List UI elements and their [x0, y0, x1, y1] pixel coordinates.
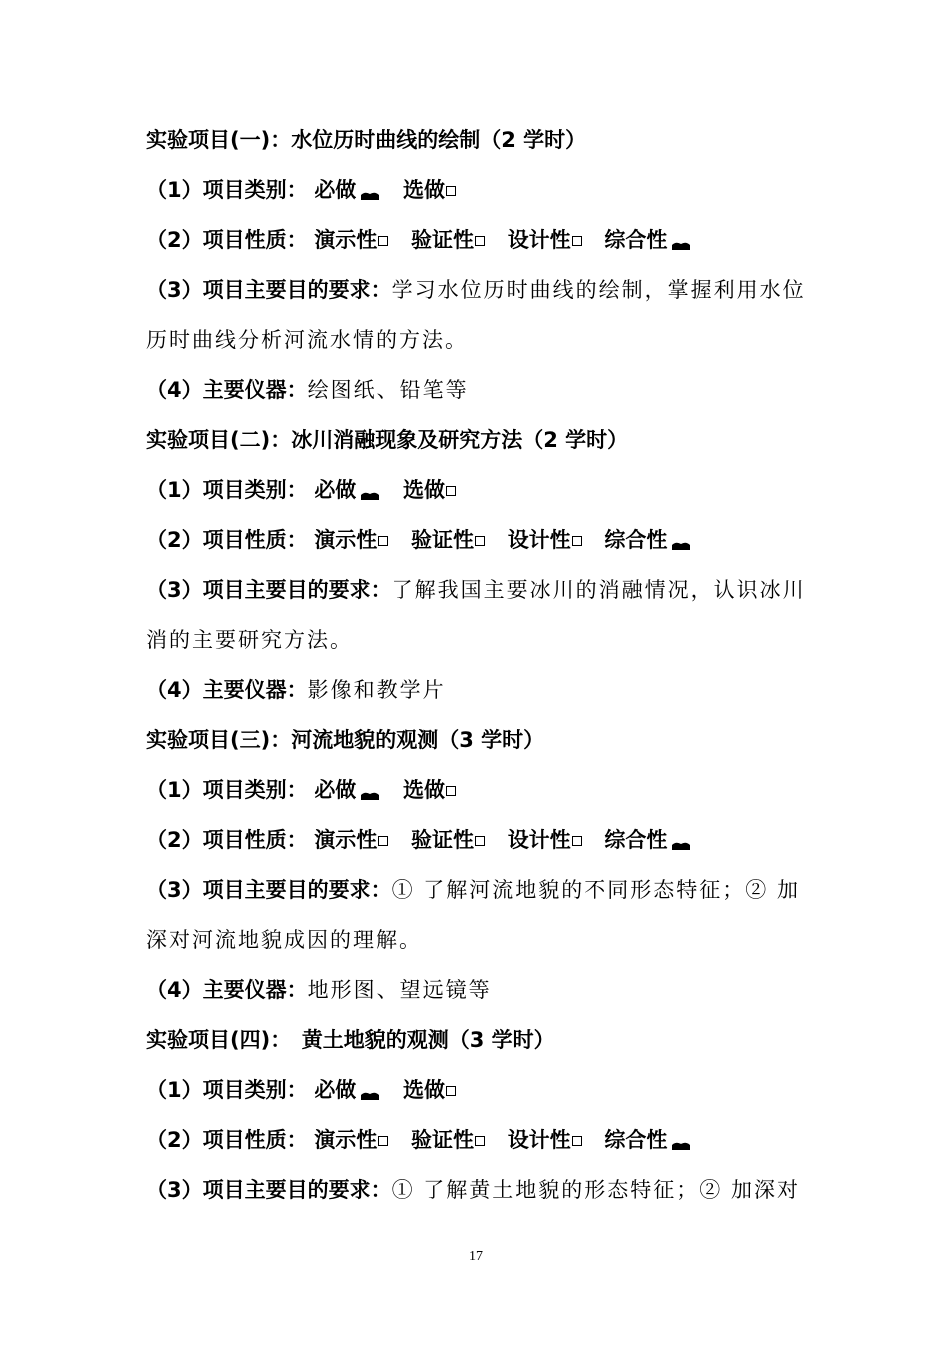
option-demonstrative: 演示性: [314, 1128, 388, 1152]
unchecked-box-icon: [446, 1086, 456, 1096]
project-2-instruments: [146, 673, 826, 707]
unchecked-box-icon: [378, 836, 388, 846]
option-verification: 验证性: [411, 228, 485, 252]
nature-label: （2）项目性质：: [146, 828, 308, 852]
objective-label: （3）项目主要目的要求：: [146, 278, 392, 302]
unchecked-box-icon: [446, 786, 456, 796]
project-2-title: 实验项目(二)：冰川消融现象及研究方法（2 学时）: [146, 428, 629, 452]
objective-label: （3）项目主要目的要求：: [146, 578, 392, 602]
project-3-title: 实验项目(三)：河流地貌的观测（3 学时）: [146, 728, 545, 752]
option-comprehensive: 综合性: [604, 1128, 691, 1152]
unchecked-box-icon: [475, 236, 485, 246]
page-number: 17: [469, 1249, 483, 1264]
instrument-value: 地形图、望远镜等: [307, 978, 492, 1002]
option-comprehensive: 综合性: [604, 528, 691, 552]
nature-label: （2）项目性质：: [146, 1128, 308, 1152]
nature-label: （2）项目性质：: [146, 228, 308, 252]
option-elective: 选做: [403, 778, 456, 802]
unchecked-box-icon: [572, 536, 582, 546]
option-required: 必做: [314, 478, 380, 502]
project-1-nature: [146, 223, 826, 257]
project-2-nature: [146, 523, 826, 557]
objective-label: （3）项目主要目的要求：: [146, 878, 392, 902]
project-4-objective: [146, 1173, 826, 1207]
project-4-nature: [146, 1123, 826, 1157]
unchecked-box-icon: [475, 1136, 485, 1146]
option-design: 设计性: [508, 1128, 582, 1152]
checked-box-icon: [671, 1139, 691, 1151]
option-demonstrative: 演示性: [314, 228, 388, 252]
nature-label: （2）项目性质：: [146, 528, 308, 552]
category-label: （1）项目类别：: [146, 178, 308, 202]
checked-box-icon: [360, 489, 380, 501]
unchecked-box-icon: [378, 236, 388, 246]
unchecked-box-icon: [378, 536, 388, 546]
unchecked-box-icon: [446, 486, 456, 496]
option-elective: 选做: [403, 1078, 456, 1102]
unchecked-box-icon: [475, 536, 485, 546]
instrument-value: 影像和教学片: [307, 678, 446, 702]
instrument-label: （4）主要仪器：: [146, 678, 308, 702]
option-verification: 验证性: [411, 528, 485, 552]
project-3-objective: [146, 873, 826, 907]
objective-text: ① 了解河流地貌的不同形态特征；② 加: [391, 878, 800, 902]
project-3-category: [146, 773, 826, 807]
checked-box-icon: [360, 189, 380, 201]
instrument-value: 绘图纸、铅笔等: [307, 378, 469, 402]
option-demonstrative: 演示性: [314, 528, 388, 552]
category-label: （1）项目类别：: [146, 778, 308, 802]
option-design: 设计性: [508, 828, 582, 852]
project-1-category: [146, 173, 826, 207]
project-2-objective: [146, 573, 826, 607]
instrument-label: （4）主要仪器：: [146, 978, 308, 1002]
option-elective: 选做: [403, 178, 456, 202]
project-3-instruments: [146, 973, 826, 1007]
option-required: 必做: [314, 1078, 380, 1102]
project-1-objective: [146, 273, 826, 307]
project-1-objective-cont: 历时曲线分析河流水情的方法。: [146, 328, 468, 352]
checked-box-icon: [360, 1089, 380, 1101]
project-3-objective-cont: 深对河流地貌成因的理解。: [146, 928, 422, 952]
option-verification: 验证性: [411, 1128, 485, 1152]
unchecked-box-icon: [378, 1136, 388, 1146]
unchecked-box-icon: [572, 236, 582, 246]
category-label: （1）项目类别：: [146, 1078, 308, 1102]
option-demonstrative: 演示性: [314, 828, 388, 852]
option-elective: 选做: [403, 478, 456, 502]
category-label: （1）项目类别：: [146, 478, 308, 502]
project-4-category: [146, 1073, 826, 1107]
project-2-objective-cont: 消的主要研究方法。: [146, 628, 353, 652]
unchecked-box-icon: [572, 1136, 582, 1146]
project-1-instruments: [146, 373, 826, 407]
option-required: 必做: [314, 778, 380, 802]
instrument-label: （4）主要仪器：: [146, 378, 308, 402]
unchecked-box-icon: [572, 836, 582, 846]
project-2-category: [146, 473, 826, 507]
option-design: 设计性: [508, 228, 582, 252]
checked-box-icon: [671, 539, 691, 551]
objective-label: （3）项目主要目的要求：: [146, 1178, 392, 1202]
project-4-title: 实验项目(四)： 黄土地貌的观测（3 学时）: [146, 1028, 555, 1052]
project-3-nature: [146, 823, 826, 857]
objective-text: 了解我国主要冰川的消融情况，认识冰川: [391, 578, 806, 602]
objective-text: ① 了解黄土地貌的形态特征；② 加深对: [391, 1178, 800, 1202]
option-comprehensive: 综合性: [604, 828, 691, 852]
project-1-title: 实验项目(一)：水位历时曲线的绘制（2 学时）: [146, 128, 587, 152]
option-verification: 验证性: [411, 828, 485, 852]
option-design: 设计性: [508, 528, 582, 552]
unchecked-box-icon: [446, 186, 456, 196]
checked-box-icon: [671, 839, 691, 851]
option-comprehensive: 综合性: [604, 228, 691, 252]
option-required: 必做: [314, 178, 380, 202]
checked-box-icon: [671, 239, 691, 251]
checked-box-icon: [360, 789, 380, 801]
objective-text: 学习水位历时曲线的绘制，掌握利用水位: [391, 278, 806, 302]
unchecked-box-icon: [475, 836, 485, 846]
